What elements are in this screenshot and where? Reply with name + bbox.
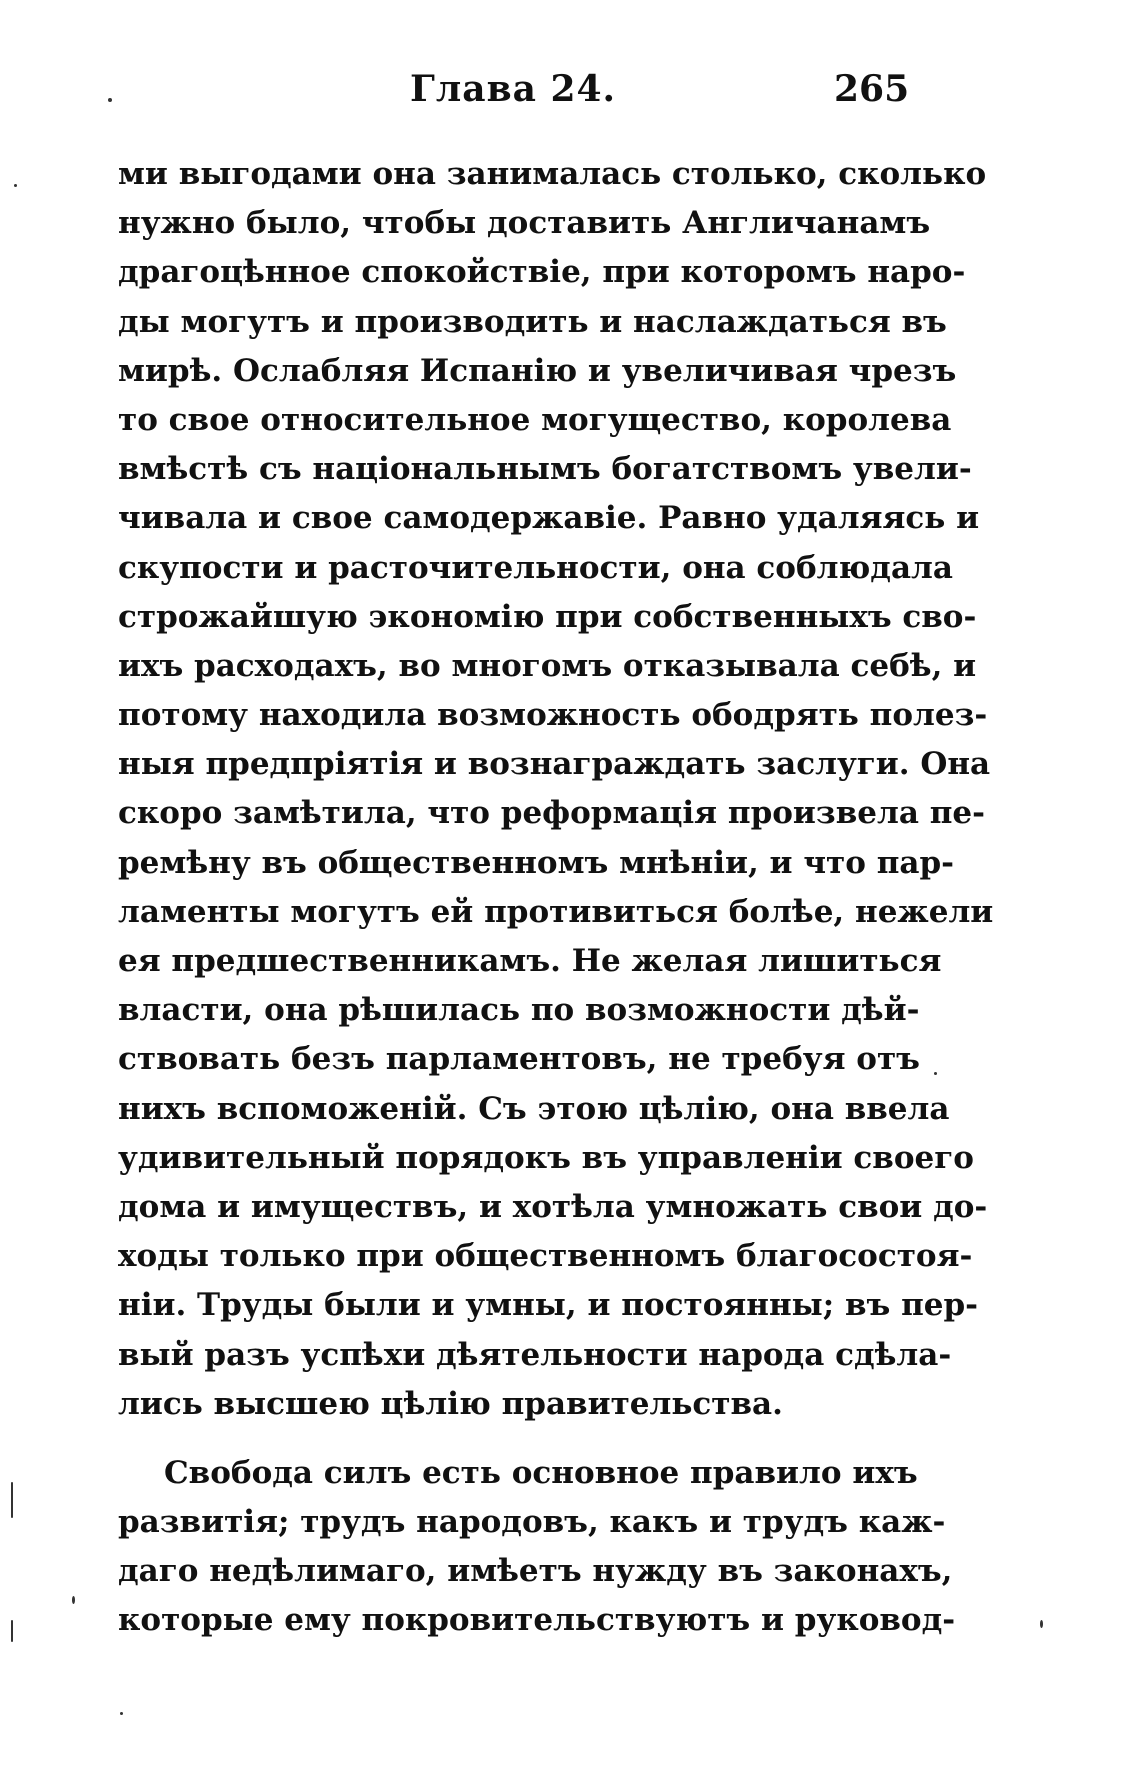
scan-speck (11, 1620, 13, 1642)
text-line: ремѣну въ общественномъ мнѣніи, и что пар- (118, 844, 955, 881)
text-line: ніи. Труды были и умны, и постоянны; въ пер- (118, 1287, 979, 1324)
text-line: лись высшею цѣлію правительства. (118, 1385, 783, 1422)
paragraph-1 (118, 150, 994, 1429)
scan-speck (108, 98, 112, 102)
text-line: ихъ расходахъ, во многомъ отказывала себѣ, и (118, 647, 977, 684)
page-number: 265 (834, 68, 910, 110)
text-line: ствовать безъ парламентовъ, не требуя отъ (118, 1041, 920, 1078)
scan-speck (934, 1072, 937, 1075)
running-header (0, 68, 1140, 118)
text-line: ды могутъ и производить и наслаждаться въ (118, 303, 947, 340)
text-line: нужно было, чтобы доставить Англичанамъ (118, 205, 931, 242)
text-line: Свобода силъ есть основное правило ихъ (164, 1454, 918, 1491)
text-line: потому находила возможность ободрять полез- (118, 697, 988, 734)
text-line: ми выгодами она занималась столько, сколько (118, 156, 987, 192)
scan-speck (120, 1712, 123, 1715)
text-line: удивительный порядокъ въ управленіи своего (118, 1139, 974, 1176)
text-line: вмѣстѣ съ національнымъ богатствомъ увели- (118, 451, 972, 488)
text-line: вый разъ успѣхи дѣятельности народа сдѣла- (118, 1336, 952, 1373)
text-line: ея предшественникамъ. Не желая лишиться (118, 943, 942, 979)
text-line: власти, она рѣшилась по возможности дѣй- (118, 992, 920, 1029)
scan-speck (72, 1596, 75, 1604)
body-text (118, 150, 994, 1646)
text-line: которые ему покровительствуютъ и руковод- (118, 1602, 956, 1639)
text-line: скоро замѣтила, что реформація произвела пе- (118, 795, 985, 832)
paragraph-gap (118, 1429, 904, 1449)
text-line: мирѣ. Ослабляя Испанію и увеличивая чрезъ (118, 352, 957, 389)
text-line: ламенты могутъ ей противиться болѣе, нежели (118, 893, 994, 930)
text-line: драгоцѣнное спокойствіе, при которомъ наро- (118, 254, 966, 291)
text-line: развитія; трудъ народовъ, какъ и трудъ каж- (118, 1504, 946, 1541)
text-line: строжайшую экономію при собственныхъ сво- (118, 598, 977, 635)
text-line: нихъ вспоможеній. Съ этою цѣлію, она ввела (118, 1090, 950, 1127)
text-line: ныя предпріятія и вознаграждать заслуги. Она (118, 746, 991, 783)
scan-speck (11, 1482, 13, 1518)
text-line: дома и имуществъ, и хотѣла умножать свои до- (118, 1188, 988, 1225)
scan-speck (14, 184, 17, 187)
text-line: чивала и свое самодержавіе. Равно удаляясь и (118, 500, 980, 537)
text-line: даго недѣлимаго, имѣетъ нужду въ законахъ, (118, 1553, 953, 1590)
text-line: скупости и расточительности, она соблюдала (118, 549, 954, 586)
chapter-title: Глава 24. (410, 68, 617, 110)
text-line: то свое относительное могущество, королева (118, 401, 952, 438)
paragraph-2 (118, 1449, 956, 1646)
scan-speck (1040, 1620, 1043, 1628)
text-line: ходы только при общественномъ благосостоя- (118, 1238, 973, 1275)
